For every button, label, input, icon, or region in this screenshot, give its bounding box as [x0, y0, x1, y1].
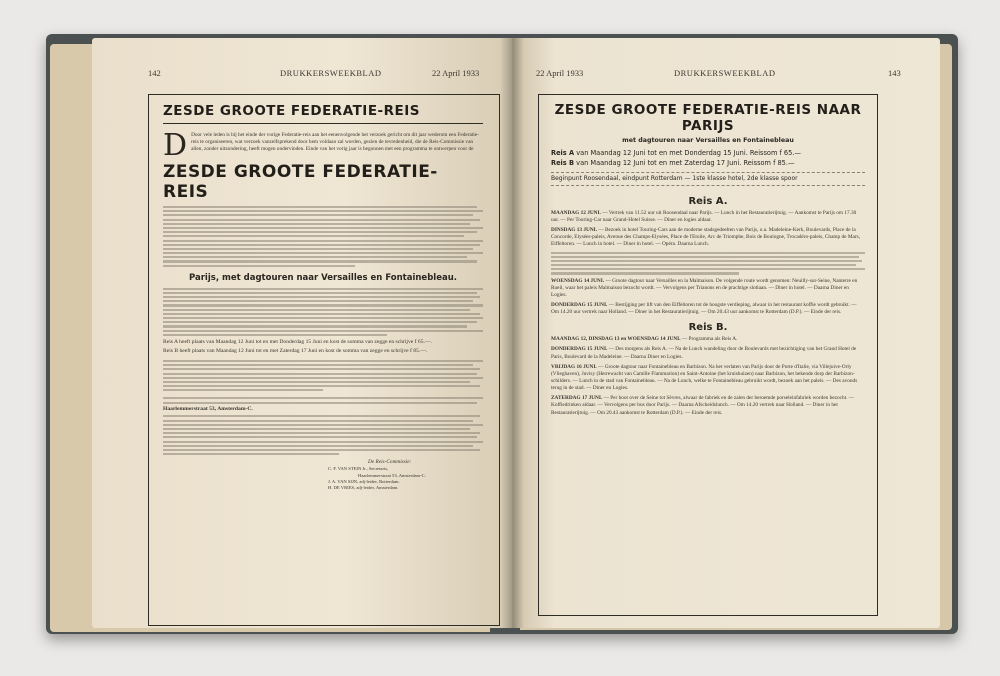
signature-4: H. DE VRIES, adj-leider, Amsterdam.: [328, 484, 399, 490]
body-text-block-5: [163, 415, 483, 455]
reis-b-day-1: MAANDAG 12, DINSDAG 13 en WOENSDAG 14 JUNI. — Programma als Reis A.: [551, 336, 738, 343]
body-text-block-3: [163, 360, 483, 391]
signature-2: Haarlemmerstraat 53, Amsterdam-C.: [358, 472, 426, 478]
signature-header: De Reis-Commissie:: [368, 459, 412, 466]
address-line: Haarlemmerstraat 53, Amsterdam-C.: [163, 405, 253, 412]
reis-b-list: [551, 336, 865, 416]
reis-a-day-2: DINSDAG 13 JUNI. — Bezoek in hotel Touring-Cars aan de moderne stadsgedeelten van Parijs, o.a. Madeleine-Kerk, Boulevards, Place de la Concorde, Elysées-paleis, Avenue des Champs-Elysées, Place de l'Etoile, Arc de Triomphe, Bois de Boulogne, Trocadéro-paleis, Champ de Mars, Eiffeltoren. — Lunch in hotel. — Diner in hotel. — Opéra. Daarna Lunch.: [551, 227, 861, 248]
right-page: [512, 38, 940, 628]
reis-b-paragraph: Reis B heeft plaats van Maandag 12 Juni tot en met Zaterdag 17 Juni en kost de somma van zegge en schrijve f 85.—.: [163, 348, 428, 355]
reis-a-list: [551, 210, 865, 316]
body-text-block-1: [163, 206, 483, 267]
date-left: 22 April 1933: [432, 68, 480, 78]
reis-a-day-4: DONDERDAG 15 JUNI. — Bestijging per lift van den Eiffeltoren tot de hoogste verdieping, alwaar in het restaurant koffie wordt gebruikt. — Om 14.20 uur vertrek naar Holland. — Diner in het Restauratierijtuig. — Om 20.43 uur aankomst te Rotterdam (D.P.). — Einde der reis.: [551, 301, 857, 316]
fare-row-a: Reis A van Maandag 12 Juni tot en met Donderdag 15 Juni. Reissom f 65.—: [551, 149, 801, 158]
date-right: 22 April 1933: [536, 68, 584, 78]
masthead-left: DRUKKERSWEEKBLAD: [280, 68, 382, 78]
section-subtitle: Parijs, met dagtouren naar Versailles en Fontainebleau.: [189, 272, 457, 283]
fare-row-b: Reis B van Maandag 12 Juni tot en met Zaterdag 17 Juni. Reissom f 85.—: [551, 158, 795, 167]
reis-a-paragraph: Reis A heeft plaats van Maandag 12 Juni tot en met Donderdag 15 Juni en kost de somma van zegge en schrijve f 65.—.: [163, 338, 432, 345]
article-frame-left: [148, 94, 500, 626]
page-number-right: 143: [888, 68, 901, 78]
reis-b-day-3: VRIJDAG 16 JUNI. — Groote dagtour naar Fontainebleau en Barbizon. Na het verlaten van Parijs door de Porte d'Italie, via Villejuive-Orly (Vlieghaven), Juvisy (Herrewacht van Camille Flammarion) en Saint-Antoine (het kruishuizen) naar Barbizon, het bekende dorp der Barbizon-schilders. — Lunch in de stad van Fontainebleau. — Na de Lunch, welke te Fontainebleau gebruikt wordt, bezoek aan het paleis. — Des avonds terug in de stad. — Diner en Logies.: [551, 363, 858, 392]
reis-a-day-3: WOENSDAG 14 JUNI. — Groote dagtour naar Versailles en la Malmaison. De volgende route wordt genomen: Neuilly-sur-Seine, Nanterre en Rueil, waar het paleis Malmaison bezocht wordt. — Vervolgens per Trianons en de prachtige slotlaan. — Diner in hotel. — Daarna Diner en Logies.: [551, 277, 858, 298]
masthead-right: DRUKKERSWEEKBLAD: [674, 68, 776, 78]
drop-cap: D: [163, 128, 188, 163]
signature-block: [328, 459, 483, 491]
body-text-block-2: [163, 288, 483, 336]
reis-b-day-2: DONDERDAG 15 JUNI. — Des morgens als Reis A. — Na de Lunch wandeling door de Boulevards met bezichtiging van het Grand Hotel de Paris, Boulevard de la Madeleine. — Daarna Diner en Logies.: [551, 346, 857, 360]
signature-3: J. A. VAN SIJN, adj-leider, Rotterdam.: [328, 478, 400, 484]
title-rule: [163, 123, 483, 124]
reis-b-day-4: ZATERDAG 17 JUNI. — Per boot over de Seine tot Sèvres, alwaar de fabriek en de zalen der beroemde porseleinfabriek worden bezocht. — Koffiedrinken aldaar. — Vervolgens per bus door Parijs. — Daarna Afscheidslunch. — Om 14.20 vertrek naar Holland. — Diner in het Restauratierijtuig. — Om 20.43 aankomst te Rotterdam (D.P.). — Einde der reis.: [551, 395, 855, 416]
start-point: Beginpunt Roosendaal, eindpunt Rotterdam — 1ste klasse hotel, 2de klasse spoor: [551, 174, 798, 182]
article-frame-right: [538, 94, 878, 616]
reis-b-heading: Reis B.: [688, 322, 728, 334]
signature-1: C. F. VAN STEIN Jr., Secretaris,: [328, 466, 389, 472]
page-number-left: 142: [148, 68, 161, 78]
repeat-title: ZESDE GROOTE FEDERATIE-REIS: [163, 162, 438, 202]
body-text-block-4: [163, 397, 483, 403]
reis-a-heading: Reis A.: [688, 195, 728, 207]
book-gutter: [500, 38, 524, 628]
intro-paragraph: Door vele leden is bij het einde der vorige Federatie-reis aan het eenenvolgende het verzoek gericht om dit jaar wederom een Federatie-reis te organiseeren, wat verzoek vanzelfsprekend door hem voldaan zal worden, gezien de tevredenheid, die de Reis-Commissie van allen, zonder uitzondering, heeft mogen ondervinden. Einde van het vorig jaar is begonnen met een programma te ontwerpen voor de: [191, 132, 479, 153]
article-subtitle-right: met dagtouren naar Versailles en Fontainebleau: [622, 137, 794, 145]
article-title-left: ZESDE GROOTE FEDERATIE-REIS: [163, 103, 421, 119]
left-page: [92, 38, 512, 628]
article-title-right: ZESDE GROOTE FEDERATIE-REIS NAAR PARIJS: [554, 102, 862, 134]
fares-block: [551, 149, 865, 169]
reis-a-day-1: MAANDAG 12 JUNI. — Vertrek van 11.52 uur uit Roosendaal naar Parijs. — Lunch in het Restauratierijtuig. — Aankomst te Parijs om 17.30 uur. — Per Touring-Car naar Grand-Hotel Suisse. — Diner en logies aldaar.: [551, 209, 857, 223]
